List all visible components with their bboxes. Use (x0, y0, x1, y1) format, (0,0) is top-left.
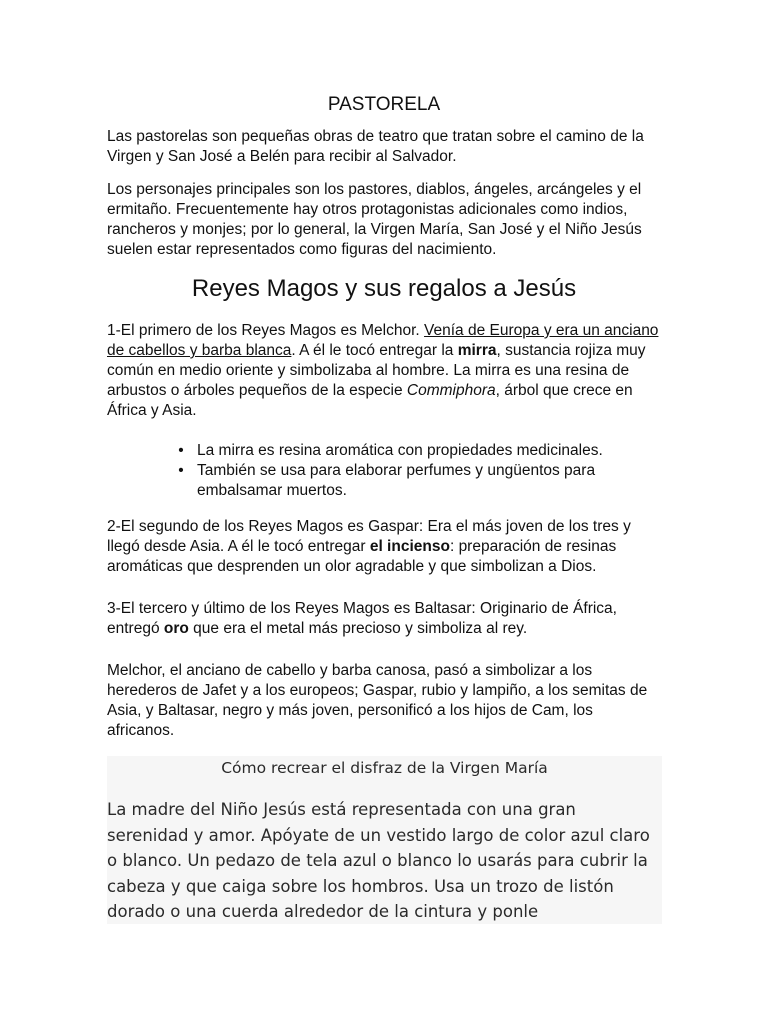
melchor-underlined-text: Venía de Europa y era un anciano de cabellos y barba blanca (107, 322, 659, 359)
intro-paragraph: Las pastorelas son pequeñas obras de teatro que tratan sobre el camino de la Virgen y San José a Belén para recibir al Salvador. (107, 128, 644, 165)
bullet-icon: • (178, 442, 184, 459)
costume-section-box (107, 756, 662, 924)
section-heading-reyes-magos: Reyes Magos y sus regalos a Jesús (191, 275, 577, 302)
document-title: PASTORELA (327, 94, 441, 115)
gaspar-text-2: : preparación de resinas aromáticas que desprenden un olor agradable y que simbolizan a Dios. (107, 538, 617, 575)
costume-section-title: Cómo recrear el disfraz de la Virgen María (221, 759, 548, 777)
baltasar-text-2: que era el metal más precioso y simboliza al rey. (188, 620, 528, 637)
melchor-bold-mirra: mirra (457, 342, 497, 359)
mirra-bullet-list (178, 441, 657, 501)
list-item: • También se usa para elaborar perfumes y ungüentos para embalsamar muertos. (197, 461, 657, 501)
baltasar-bold-oro: oro (163, 620, 189, 637)
bullet-icon: • (178, 462, 184, 479)
baltasar-paragraph (107, 599, 663, 639)
melchor-text-4: , árbol que crece en África y Asia. (107, 382, 633, 419)
melchor-italic-species: Commiphora (406, 382, 496, 399)
characters-paragraph: Los personajes principales son los pastores, diablos, ángeles, arcángeles y el ermitaño. Frecuentemente hay otros protagonistas adicionales como indios, rancheros y monjes; por lo general, la Virgen María, San José y el Niño Jesús suelen estar representados como figuras del nacimiento. (107, 181, 642, 258)
gaspar-paragraph (107, 517, 663, 577)
gaspar-text-1: 2-El segundo de los Reyes Magos es Gaspar: Era el más joven de los tres y llegó desde Asia. A él le tocó entregar (107, 518, 631, 555)
symbolism-paragraph: Melchor, el anciano de cabello y barba canosa, pasó a simbolizar a los herederos de Jafet y a los europeos; Gaspar, rubio y lampiño, a los semitas de Asia, y Baltasar, negro y más joven, personificó a los hijos de Cam, los africanos. (107, 662, 648, 739)
list-item: • La mirra es resina aromática con propiedades medicinales. (197, 441, 657, 461)
baltasar-text-1: 3-El tercero y último de los Reyes Magos es Baltasar: Originario de África, entregó (107, 600, 617, 637)
melchor-text-2: . A él le tocó entregar la (291, 342, 458, 359)
melchor-text-1: 1-El primero de los Reyes Magos es Melchor. (107, 322, 425, 339)
gaspar-bold-incienso: el incienso (369, 538, 450, 555)
melchor-paragraph (107, 321, 663, 421)
costume-section-text: La madre del Niño Jesús está representada con una gran serenidad y amor. Apóyate de un vestido largo de color azul claro o blanco. Un pedazo de tela azul o blanco lo usarás para cubrir la cabeza y que caiga sobre los hombros. Usa un trozo de listón dorado o una cuerda alrededor de la cintura y ponle (107, 800, 650, 921)
melchor-text-3: , sustancia rojiza muy común en medio oriente y simbolizaba al hombre. La mirra es una resina de arbustos o árboles pequeños de la especie (107, 342, 646, 399)
